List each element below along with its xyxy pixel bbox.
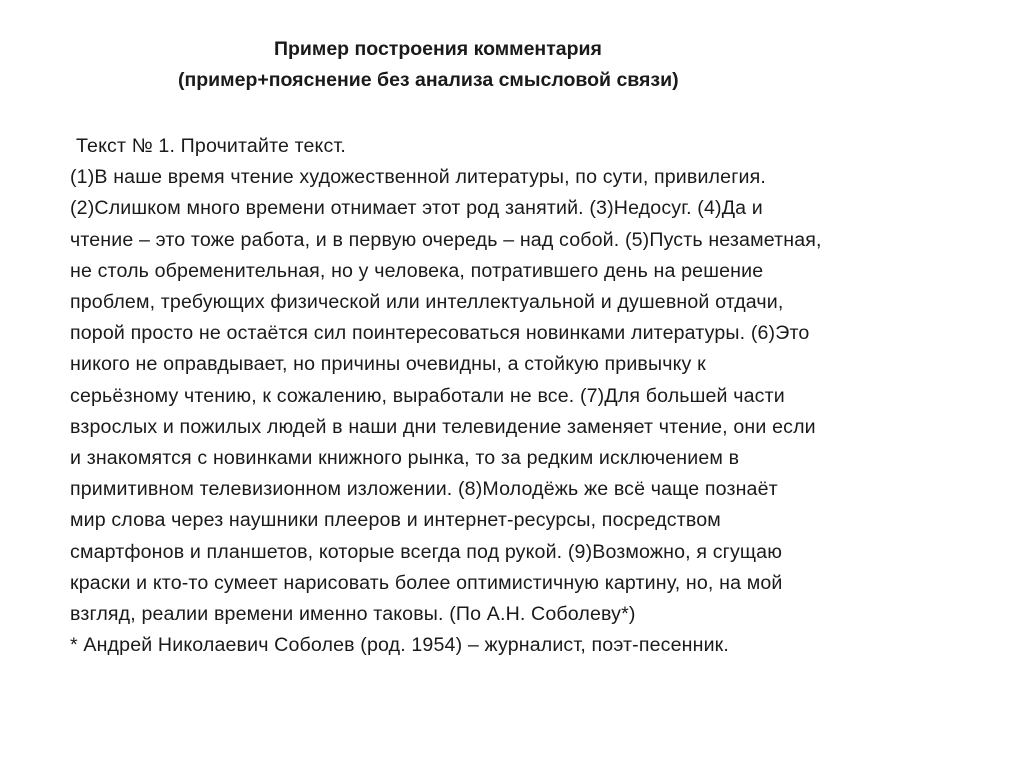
text-line: чтение – это тоже работа, и в первую очередь – над собой. (5)Пусть незаметная, — [70, 228, 822, 251]
text-line: краски и кто-то сумеет нарисовать более оптимистичную картину, но, на мой — [70, 571, 783, 594]
text-line: проблем, требующих физической или интеллектуальной и душевной отдачи, — [70, 291, 784, 314]
text-heading: Текст № 1. Прочитайте текст. — [76, 135, 346, 157]
title-line-1: Пример построения комментария — [274, 38, 602, 60]
text-line: никого не оправдывает, но причины очевидны, а стойкую привычку к — [70, 353, 706, 376]
text-line: (2)Слишком много времени отнимает этот род занятий. (3)Недосуг. (4)Да и — [70, 197, 763, 220]
text-line: взрослых и пожилых людей в наши дни телевидение заменяет чтение, они если — [70, 415, 816, 438]
text-body — [70, 131, 970, 661]
text-line: (1)В наше время чтение художественной литературы, по сути, привилегия. — [70, 166, 766, 189]
text-line: смартфонов и планшетов, которые всегда под рукой. (9)Возможно, я сгущаю — [70, 540, 783, 563]
text-line: примитивном телевизионном изложении. (8)Молодёжь же всё чаще познаёт — [70, 478, 778, 501]
text-line: и знакомятся с новинками книжного рынка, то за редким исключением в — [70, 447, 740, 470]
slide-title — [0, 34, 1024, 96]
text-line: порой просто не остаётся сил поинтересоваться новинками литературы. (6)Это — [70, 322, 810, 345]
text-line: не столь обременительная, но у человека, потратившего день на решение — [70, 259, 764, 282]
title-line-2: (пример+пояснение без анализа смысловой связи) — [178, 69, 679, 91]
footnote: * Андрей Николаевич Соболев (род. 1954) – журналист, поэт-песенник. — [70, 634, 729, 657]
text-line: мир слова через наушники плееров и интернет-ресурсы, посредством — [70, 509, 721, 532]
text-line: взгляд, реалии времени именно таковы. (По А.Н. Соболеву*) — [70, 603, 636, 626]
text-line: серьёзному чтению, к сожалению, выработали не все. (7)Для большей части — [70, 384, 785, 407]
